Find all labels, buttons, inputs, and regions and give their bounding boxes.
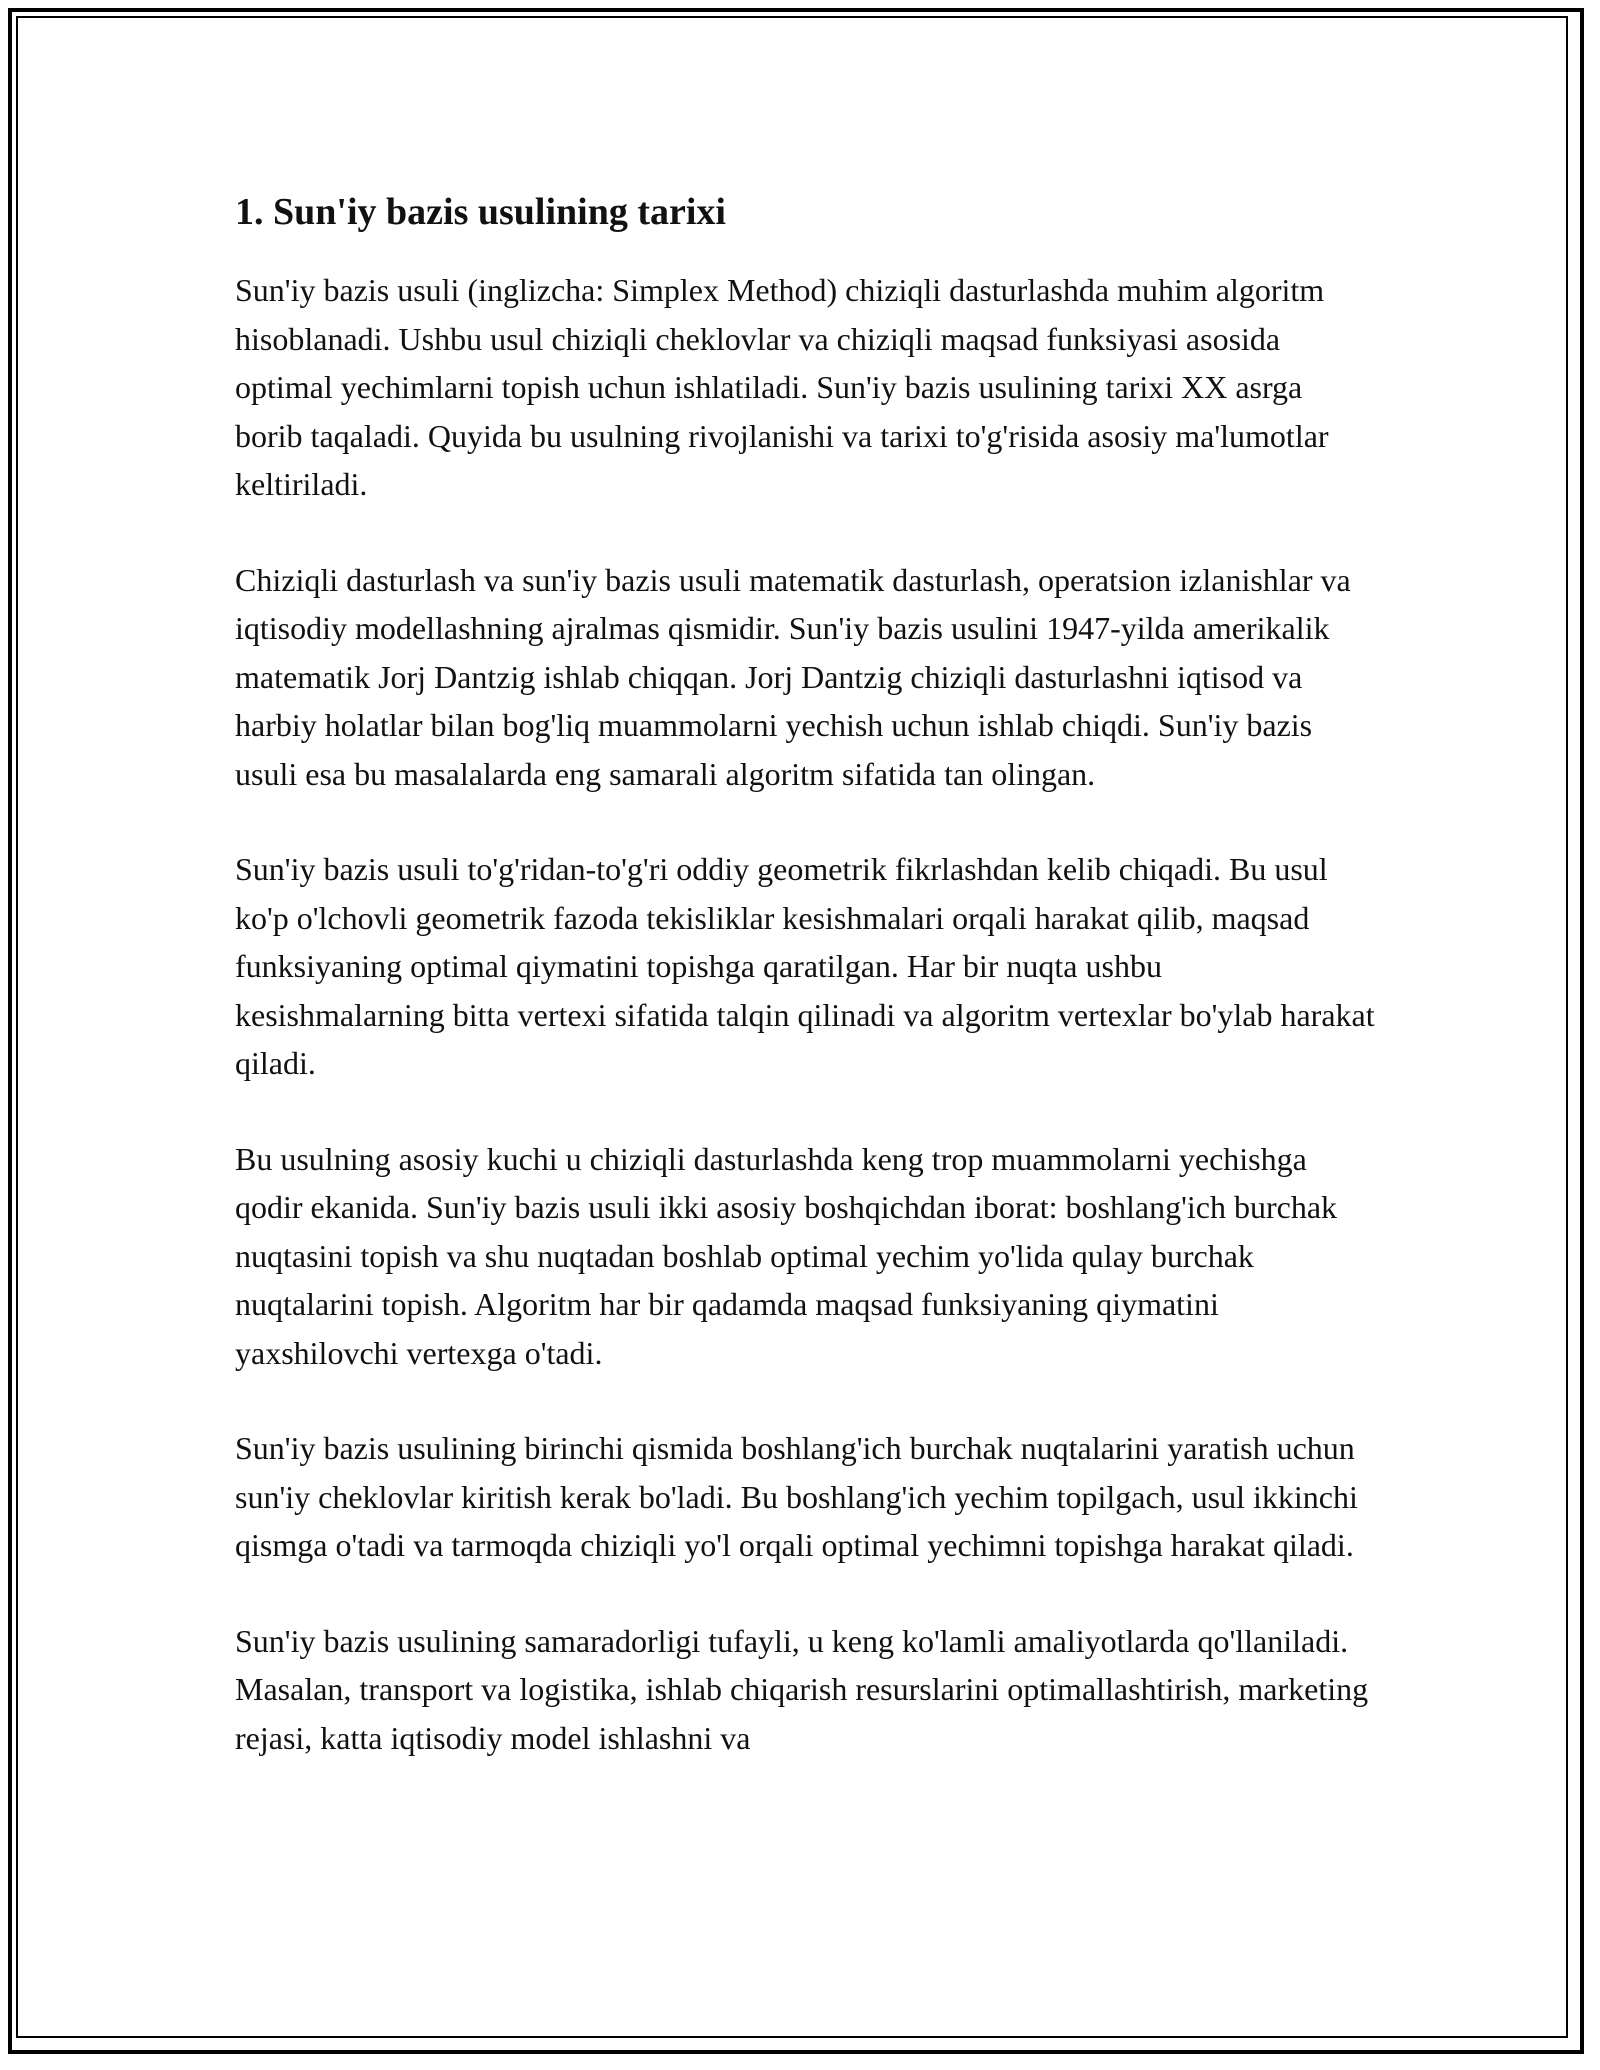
- paragraph: Sun'iy bazis usulining birinchi qismida boshlang'ich burchak nuqtalarini yaratish uchun sun'iy cheklovlar kiritish kerak bo'ladi. Bu boshlang'ich yechim topilgach, usul ikkinchi qismga o'tadi va tarmoqda chiziqli yo'l orqali optimal yechimni topishga harakat qiladi.: [235, 1430, 1358, 1563]
- paragraph: Sun'iy bazis usulining samaradorligi tufayli, u keng ko'lamli amaliyotlarda qo'llaniladi. Masalan, transport va logistika, ishlab chiqarish resurslarini optimallashtirish, marketing rejasi, katta iqtisodiy model ishlashni va: [235, 1622, 1369, 1756]
- paragraph: Sun'iy bazis usuli to'g'ridan-to'g'ri oddiy geometrik fikrlashdan kelib chiqadi. Bu usul ko'p o'lchovli geometrik fazoda tekisliklar kesishmalari orqali harakat qilib, maqsad funksiyaning optimal qiymatini topishga qaratilgan. Har bir nuqta ushbu kesishmalarning bitta vertexi sifatida talqin qilinadi va algoritm vertexlar bo'ylab harakat qiladi.: [235, 851, 1375, 1081]
- document-body: [235, 186, 1375, 1809]
- paragraph: Chiziqli dasturlash va sun'iy bazis usuli matematik dasturlash, operatsion izlanishlar va iqtisodiy modellashning ajralmas qismidir. Sun'iy bazis usulini 1947-yilda amerikalik matematik Jorj Dantzig ishlab chiqqan. Jorj Dantzig chiziqli dasturlashni iqtisod va harbiy holatlar bilan bog'liq muammolarni yechish uchun ishlab chiqdi. Sun'iy bazis usuli esa bu masalalarda eng samarali algoritm sifatida tan olingan.: [235, 561, 1351, 792]
- paragraph: Sun'iy bazis usuli (inglizcha: Simplex Method) chiziqli dasturlashda muhim algoritm hisoblanadi. Ushbu usul chiziqli cheklovlar va chiziqli maqsad funksiyasi asosida optimal yechimlarni topish uchun ishlatiladi. Sun'iy bazis usulining tarixi XX asrga borib taqaladi. Quyida bu usulning rivojlanishi va tarixi to'g'risida asosiy ma'lumotlar keltiriladi.: [235, 272, 1329, 502]
- section-heading: 1. Sun'iy bazis usulining tarixi: [235, 191, 726, 233]
- paragraph: Bu usulning asosiy kuchi u chiziqli dasturlashda keng trop muammolarni yechishga qodir ekanida. Sun'iy bazis usuli ikki asosiy boshqichdan iborat: boshlang'ich burchak nuqtasini topish va shu nuqtadan boshlab optimal yechim yo'lida qulay burchak nuqtalarini topish. Algoritm har bir qadamda maqsad funksiyaning qiymatini yaxshilovchi vertexga o'tadi.: [235, 1140, 1338, 1371]
